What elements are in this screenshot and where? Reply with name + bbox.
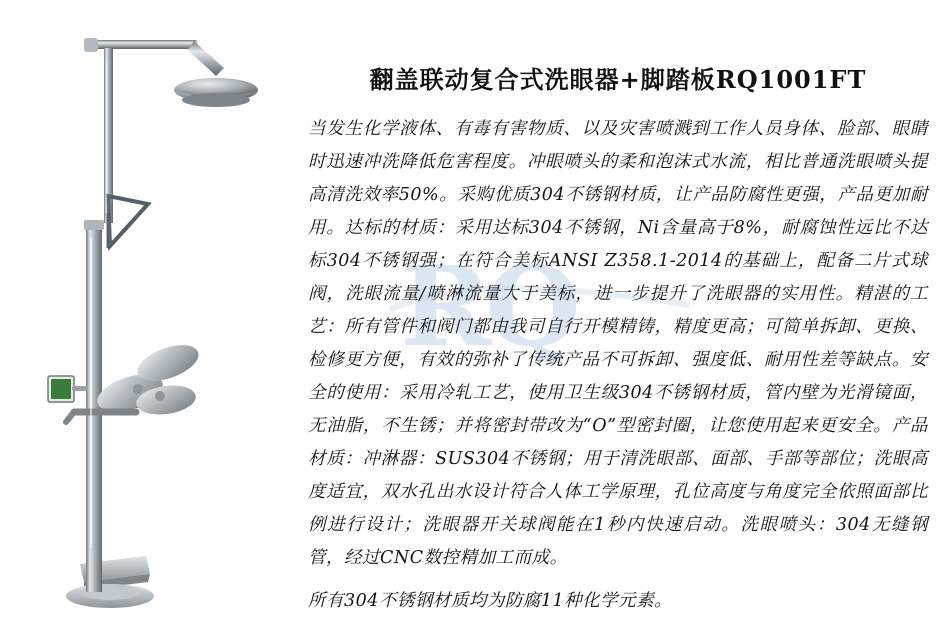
sign-bracket xyxy=(72,386,88,391)
main-column-pipe xyxy=(86,223,102,563)
svg-text:R: R xyxy=(400,250,492,370)
eyewash-push-handle-end xyxy=(66,412,74,422)
paragraph-main: 当发生化学液体、有毒有害物质、以及灾害喷溅到工作人员身体、脸部、眼睛时迅速冲洗降低危害程度。冲眼喷头的柔和泡沫式水流，相比普通洗眼喷头提高清洗效率50%。采购优质304不锈钢材质，让产品防腐性更强，产品更加耐用。达标的材质：采用达标304不锈钢，Ni含量高于8%，耐腐蚀性远比不达标304不锈钢强；在符合美标ANSI Z358.1-2014的基础上，配备二片式球阀，洗眼流量/喷淋流量大于美标，进一步提升了洗眼器的实用性。精湛的工艺：所有管件和阀门都由我司自行开模精铸，精度更高；可简单拆卸、更换、检修更方便，有效的弥补了传统产品不可拆卸、强度低、耐用性差等缺点。安全的使用：采用冷轧工艺，使用卫生级304不锈钢材质，管内壁为光滑镜面，无油脂，不生锈；并将密封带改为“O”型密封圈，让您使用起来更安全。产品材质：冲淋器：SUS304不锈钢；用于清洗眼部、面部、手部等部位；洗眼高度适宜，双水孔出水设计符合人体工学原理，孔位高度与角度完全依照面部比例进行设计；洗眼器开关球阀能在1秒内快速启动。洗眼喷头：304无缝钢管，经过CNC数控精加工而成。 xyxy=(308,119,928,568)
pull-handle-triangle xyxy=(108,196,148,246)
paragraph-footnote: 所有304不锈钢材质均为防腐11种化学元素。 xyxy=(308,591,673,611)
column-lower-pipe xyxy=(86,556,102,592)
content-column xyxy=(308,60,928,618)
elbow-joint-top xyxy=(84,38,98,52)
shower-head-rim xyxy=(182,93,250,107)
safety-sign-green xyxy=(51,379,71,399)
shower-arm-pipe xyxy=(88,40,198,49)
eyewash-nozzle-left xyxy=(133,384,143,394)
eyewash-station-illustration xyxy=(18,8,308,628)
eyewash-nozzle-right xyxy=(155,391,165,401)
product-photo xyxy=(18,8,308,628)
description-body xyxy=(308,113,928,618)
shower-head-elbow xyxy=(188,41,224,76)
column-collar-top xyxy=(84,220,104,230)
svg-text:Q: Q xyxy=(485,250,581,370)
page-title: 翻盖联动复合式洗眼器+脚踏板RQ1001FT xyxy=(369,65,867,94)
